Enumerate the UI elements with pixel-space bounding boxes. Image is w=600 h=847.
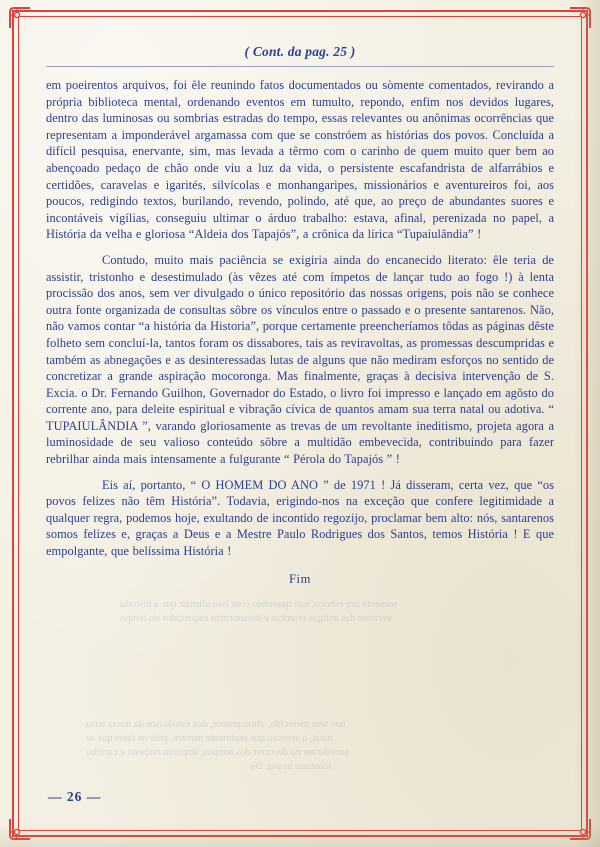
corner-ornament-icon	[569, 7, 591, 29]
body-paragraph: Contudo, muito mais paciência se exigiria ainda do encanecido literato: êle teria de assistir, tristonho e desestimulado (às vêzes até com ímpetos de lançar tudo ao fogo !) à lenta procissão dos anos, sem ver divulgado o único repositório das nossas origens, pois não se conhece outra fonte organizada de consultas sôbre os vínculos entre o passado e o presente santarenos. Não, não vamos contar “a história da Historia”, porque certamente preencheríamos tôdas as páginas dêste folheto sem concluí-la, tantos foram os dissabores, tais as reviravoltas, as promessas descumpridas e também as abnegações e as desinteressadas lutas de alguns que não mediram esforços no sentido de concretizar a grande aspiração mocoronga. Mas finalmente, graças à decisiva intervenção de S. Excia. o Dr. Fernando Guilhon, Governador do Estado, o livro foi impresso e lançado em agôsto do corrente ano, para deleite espiritual e vibração cívica de quantos amam sua terra natal ou adotiva. “ TUPAIULÂNDIA ”, varando gloriosamente as trevas de um revoltante ineditismo, projeta agora a luminosidade de seu valioso conteúdo sôbre a multidão embevecida, contribuindo para fazer rebrilhar ainda mais intensamente a fulgurante “ Pérola do Tapajós ” !	[46, 252, 554, 467]
continuation-header: ( Cont. da pag. 25 )	[244, 44, 356, 59]
bleed-through-text: natal, a atencao que realmente merece, pois os fatos que se	[86, 733, 333, 744]
bleed-through-text: somente um esboco, nao querendo com isso afirmar que a historia	[120, 599, 398, 610]
bleed-through-text: sucederam no decorrer dos tempos, impoem respeito e carinho	[86, 747, 349, 758]
corner-ornament-icon	[9, 818, 31, 840]
bleed-through-text: (continua na pag. 26)	[250, 762, 331, 772]
bleed-through-text: nao tem merecido, ultimamente, dos estudiosos da nossa terra	[86, 719, 346, 730]
end-marker: Fim	[288, 571, 312, 586]
body-paragraph: em poeirentos arquivos, foi êle reunindo fatos documentados ou sòmente comentados, revirando a própria biblioteca mental, ordenando eventos em tumulto, repondo, enfim nos devidos lugares, dentro das luminosas ou sombrias estradas do tempo, essas relevantes ou anônimas ocorrências que representam a imponderável argamassa com que se constróem as histórias dos povos. Concluída a difícil pesquisa, enervante, sim, mas levada a têrmo com o carinho de quem muito quer bem ao abençoado pedaço de chão onde viu a luz da vida, o persistente escafandrista de alfarrábios e certidões, caravelas e igarités, silvícolas e monhangaripes, missionários e aventureiros foi, aos poucos, redigindo textos, burilando, revendo, polindo, até que, ao preço de abundantes suores e incontáveis vigílias, conseguiu ultimar o árduo trabalho: estava, afinal, perenizada no papel, a História da velha e gloriosa “Aldeia dos Tapajós”, a crônica da lírica “Tupaiulândia” !	[46, 78, 554, 242]
corner-ornament-icon	[569, 818, 591, 840]
bleed-through-text: vertente das antigas cronicas e documentos esquecidos do tempo	[120, 613, 392, 624]
page-content	[46, 44, 554, 807]
page-number: — 26 —	[48, 789, 102, 804]
corner-ornament-icon	[9, 7, 31, 29]
body-paragraph: Eis aí, portanto, “ O HOMEM DO ANO ” de 1971 ! Já disseram, certa vez, que “os povos felizes não têm História”. Todavia, erigindo-nos na exceção que confere legitimidade a qualquer regra, podemos hoje, exultando de incontido regozijo, proclamar bem alto: nós, santarenos somos felizes e, graças a Deus e a Mestre Paulo Rodrigues dos Santos, temos História ! E que empolgante, que belíssima História !	[46, 477, 554, 559]
header-divider	[46, 66, 554, 67]
